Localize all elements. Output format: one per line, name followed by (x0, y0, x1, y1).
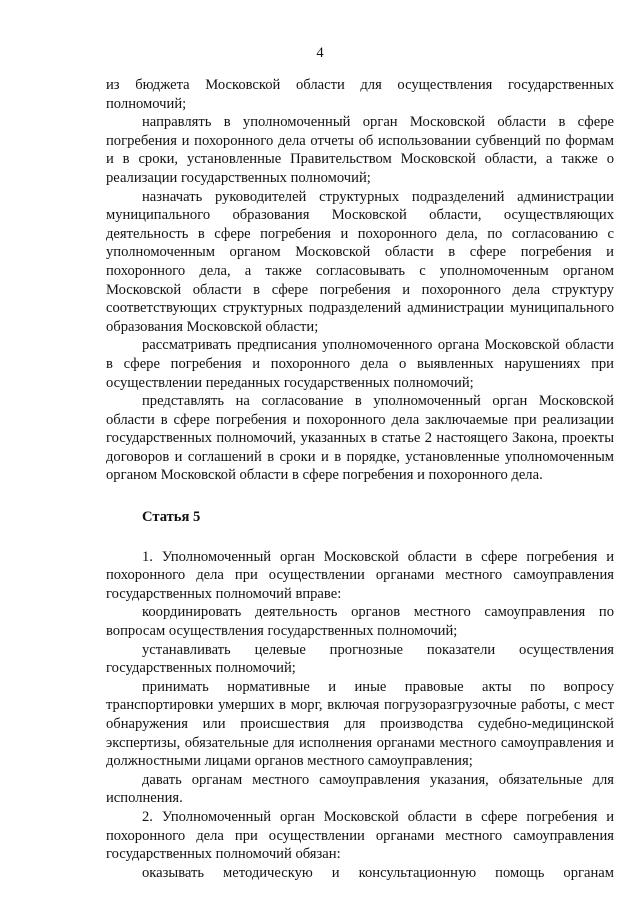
paragraph-coordinate: координировать деятельность органов местного самоуправления по вопросам осуществления государственных полномочий; (106, 604, 614, 640)
paragraph-article-item-2: 2. Уполномоченный орган Московской области в сфере погребения и похоронного дела при осуществлении органами местного самоуправления государственных полномочий обязан: (106, 808, 614, 863)
paragraph-review-orders: рассматривать предписания уполномоченного органа Московской области в сфере погребения и похоронного дела о выявленных нарушениях при осуществлении переданных государственных полномочий; (106, 337, 614, 391)
paragraph-article-item-1: 1. Уполномоченный орган Московской области в сфере погребения и похоронного дела при осуществлении органами местного самоуправления государственных полномочий вправе: (106, 548, 614, 602)
paragraph-reports: направлять в уполномоченный орган Московской области в сфере погребения и похоронного дела отчеты об использовании субвенций по формам и в сроки, установленные Правительством Московской области, а также о реализации государственных полномочий; (106, 114, 614, 186)
paragraph-targets: устанавливать целевые прогнозные показатели осуществления государственных полномочий; (106, 641, 614, 677)
paragraph-methodical-help: оказывать методическую и консультационную помощь органам (142, 864, 614, 881)
paragraph-appoint-heads: назначать руководителей структурных подразделений администрации муниципального образования Московской области, осуществляющих деятельность в сфере погребения и похоронного дела, по согласованию с уполномоченным органом Московской области в сфере погребения и похоронного дела, а также согласовывать с уполномоченным органом Московской области в сфере погребения и похоронного дела структуру соответствующих структурных подразделений администрации муниципального образования Московской области; (106, 188, 614, 335)
paragraph-submit-contracts: представлять на согласование в уполномоченный орган Московской области в сфере погребения и похоронного дела заключаемые при реализации государственных полномочий, указанных в статье 2 настоящего Закона, проекты договоров и соглашений в сроки и в порядке, установленные уполномоченным органом Московской области в сфере погребения и похоронного дела. (106, 393, 614, 484)
page-number: 4 (316, 45, 324, 61)
paragraph-budget-continuation: из бюджета Московской области для осуществления государственных полномочий; (106, 77, 614, 112)
paragraph-instructions: давать органам местного самоуправления указания, обязательные для исполнения. (106, 771, 614, 807)
document-body (106, 76, 614, 882)
paragraph-normative-acts: принимать нормативные и иные правовые акты по вопросу транспортировки умерших в морг, включая погрузоразгрузочные работы, с мест обнаружения или происшествия для производства судебно-медицинской экспертизы, обязательные для исполнения органами местного самоуправления и должностными лицами органов местного самоуправления; (106, 678, 614, 770)
article-heading: Статья 5 (142, 509, 201, 526)
